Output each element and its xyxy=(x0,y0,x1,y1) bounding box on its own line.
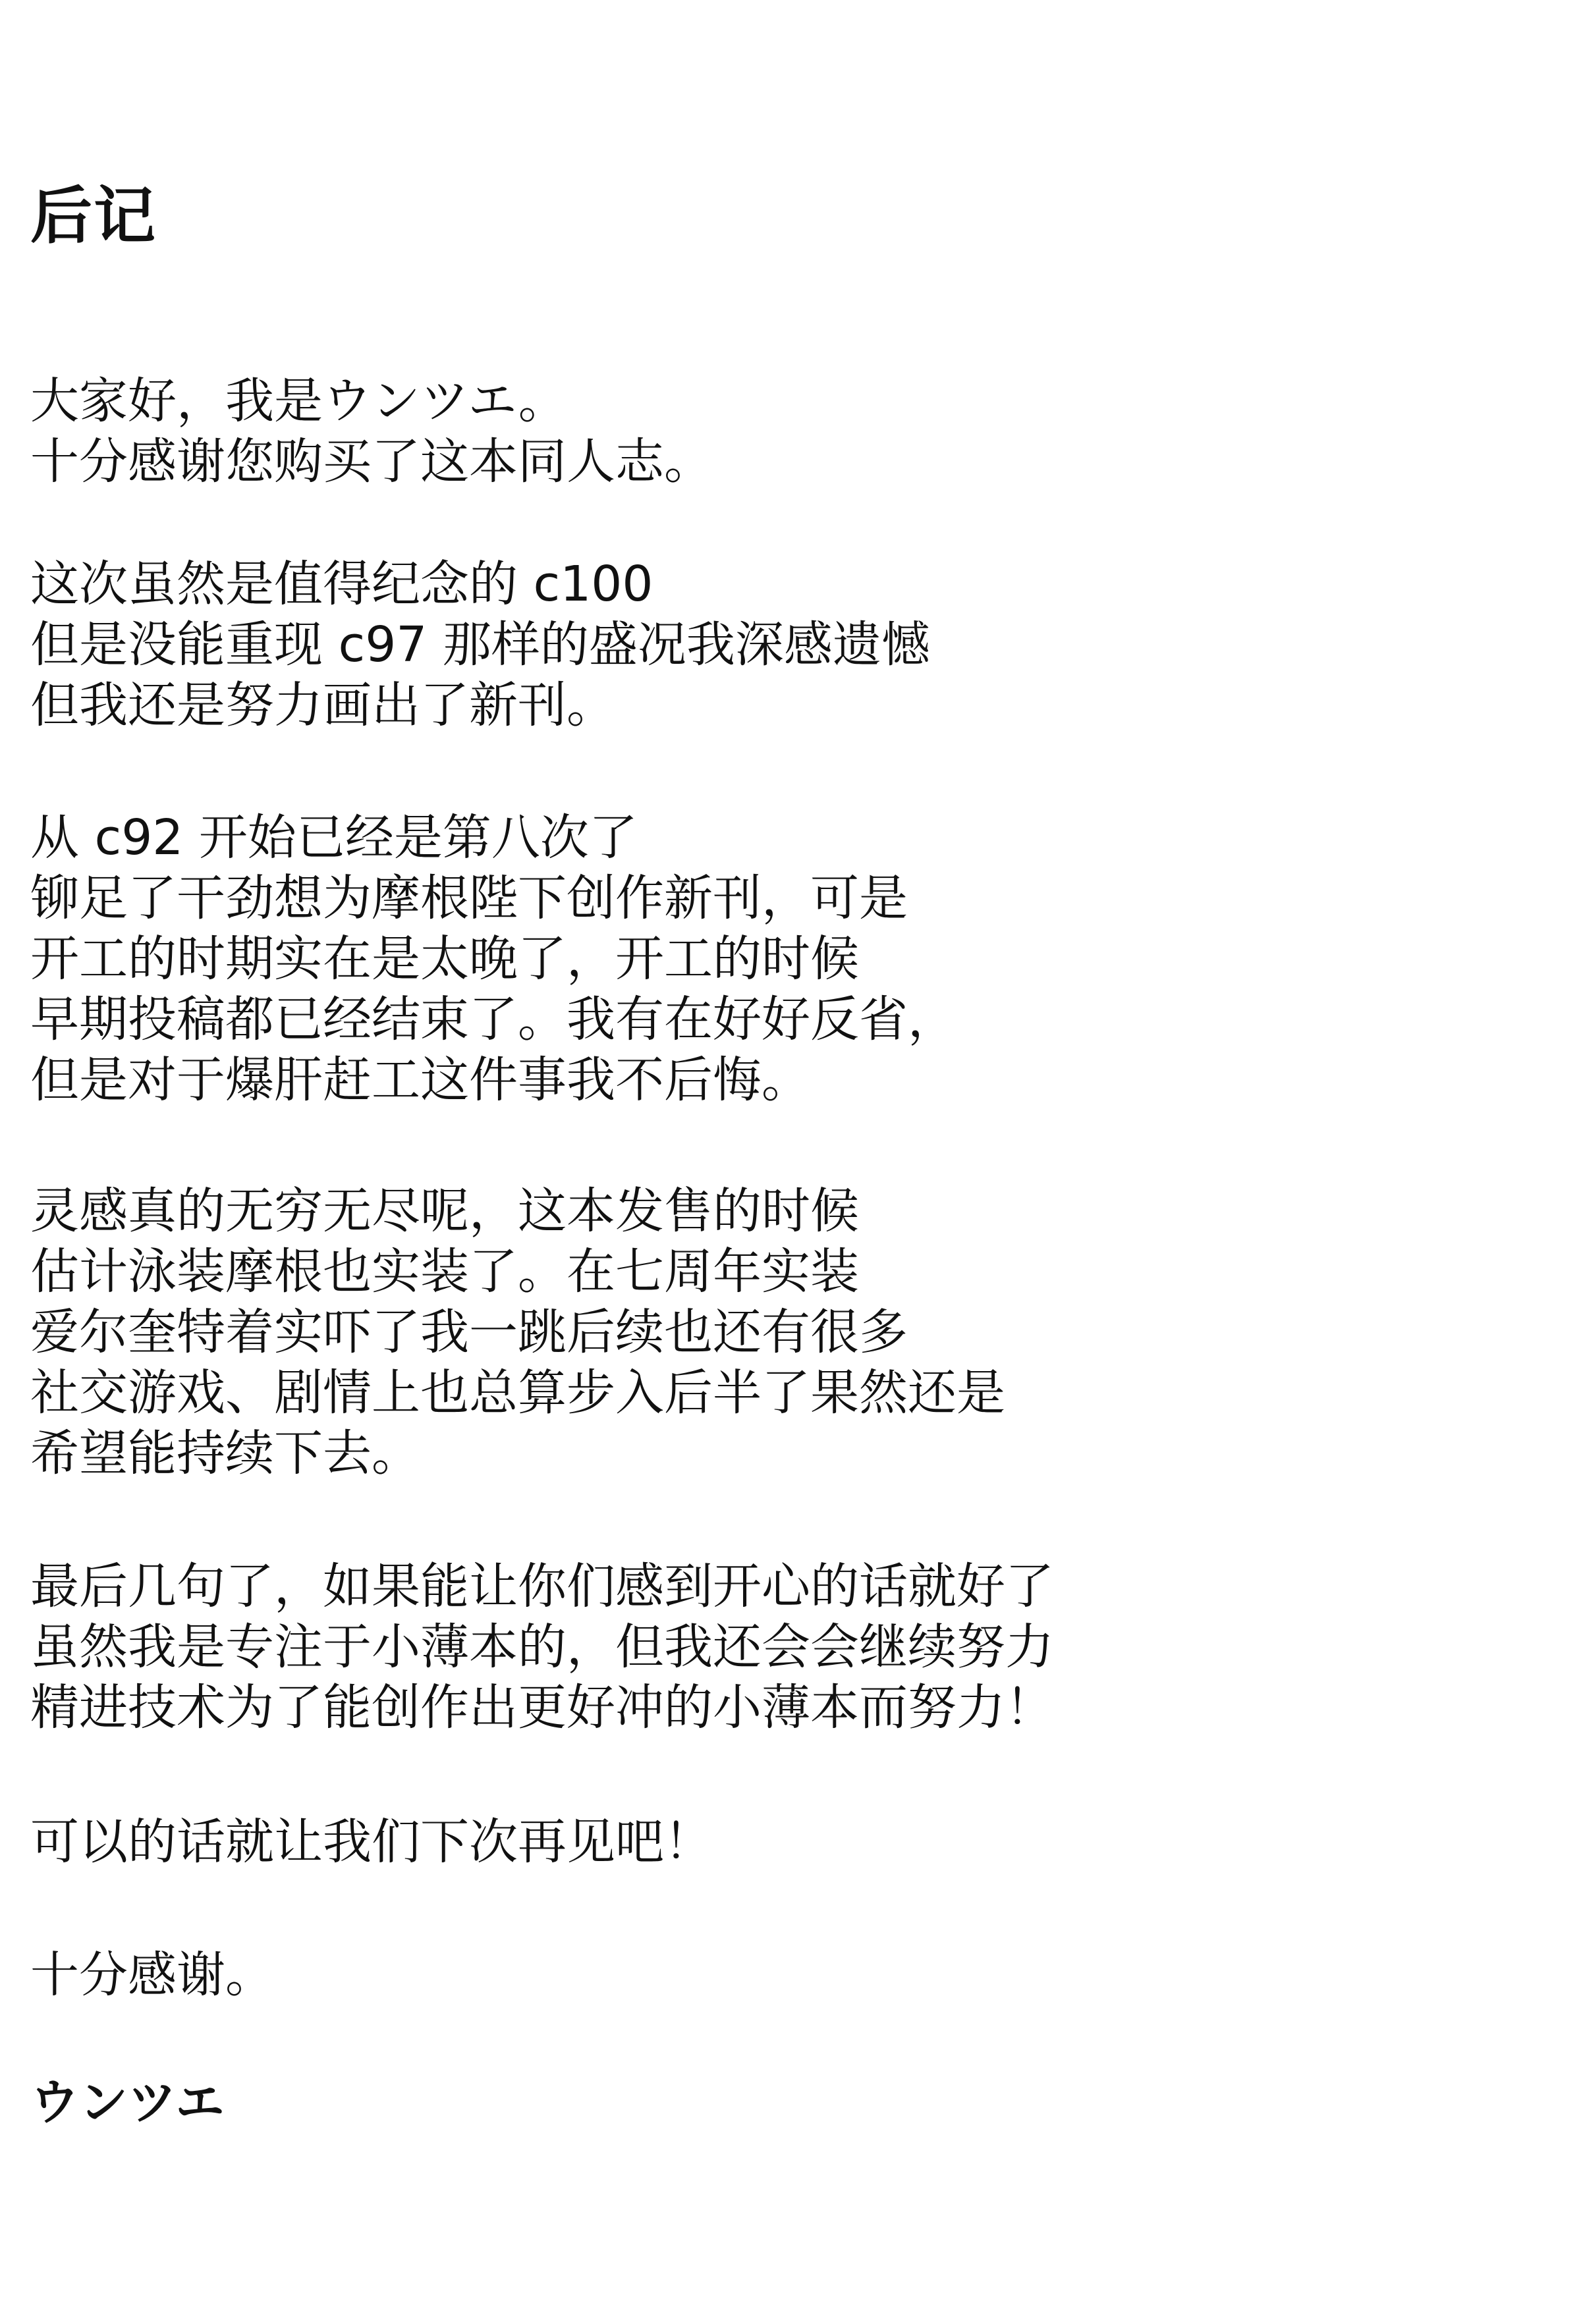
text-line: 精进技术为了能创作出更好冲的小薄本而努力！ xyxy=(30,1679,1054,1736)
author-signature: ウンツエ xyxy=(30,2074,225,2131)
text-line: 社交游戏、剧情上也总算步入后半了果然还是 xyxy=(30,1365,1005,1421)
text-line: 爱尔奎特着实吓了我一跳后续也还有很多 xyxy=(30,1304,908,1361)
text-line: 估计泳装摩根也实装了。在七周年实装 xyxy=(30,1243,859,1300)
text-line: 早期投稿都已经结束了。我有在好好反省， xyxy=(30,991,957,1048)
text-line: 大家好，我是ウンツエ。 xyxy=(30,373,567,429)
text-line: 希望能持续下去。 xyxy=(30,1425,420,1482)
text-line: 十分感谢。 xyxy=(30,1947,274,2003)
text-line: 虽然我是专注于小薄本的，但我还会会继续努力 xyxy=(30,1619,1054,1675)
text-line: 开工的时期实在是太晚了，开工的时候 xyxy=(30,931,859,987)
text-line: 但是对于爆肝赶工这件事我不后悔。 xyxy=(30,1052,810,1108)
text-line: 十分感谢您购买了这本同人志。 xyxy=(30,433,713,490)
text-line: 但是没能重现 c97 那样的盛况我深感遗憾 xyxy=(30,616,930,673)
text-line: 但我还是努力画出了新刊。 xyxy=(30,677,615,734)
text-line: 可以的话就让我们下次再见吧！ xyxy=(30,1814,713,1870)
text-line: 从 c92 开始已经是第八次了 xyxy=(30,809,638,866)
text-line: 灵感真的无穷无尽呢，这本发售的时候 xyxy=(30,1183,859,1239)
text-line: 最后几句了，如果能让你们感到开心的话就好了 xyxy=(30,1558,1054,1615)
text-line: 这次虽然是值得纪念的 c100 xyxy=(30,556,653,612)
page-title: 后记 xyxy=(30,180,157,252)
text-line: 铆足了干劲想为摩根陛下创作新刊，可是 xyxy=(30,870,908,927)
